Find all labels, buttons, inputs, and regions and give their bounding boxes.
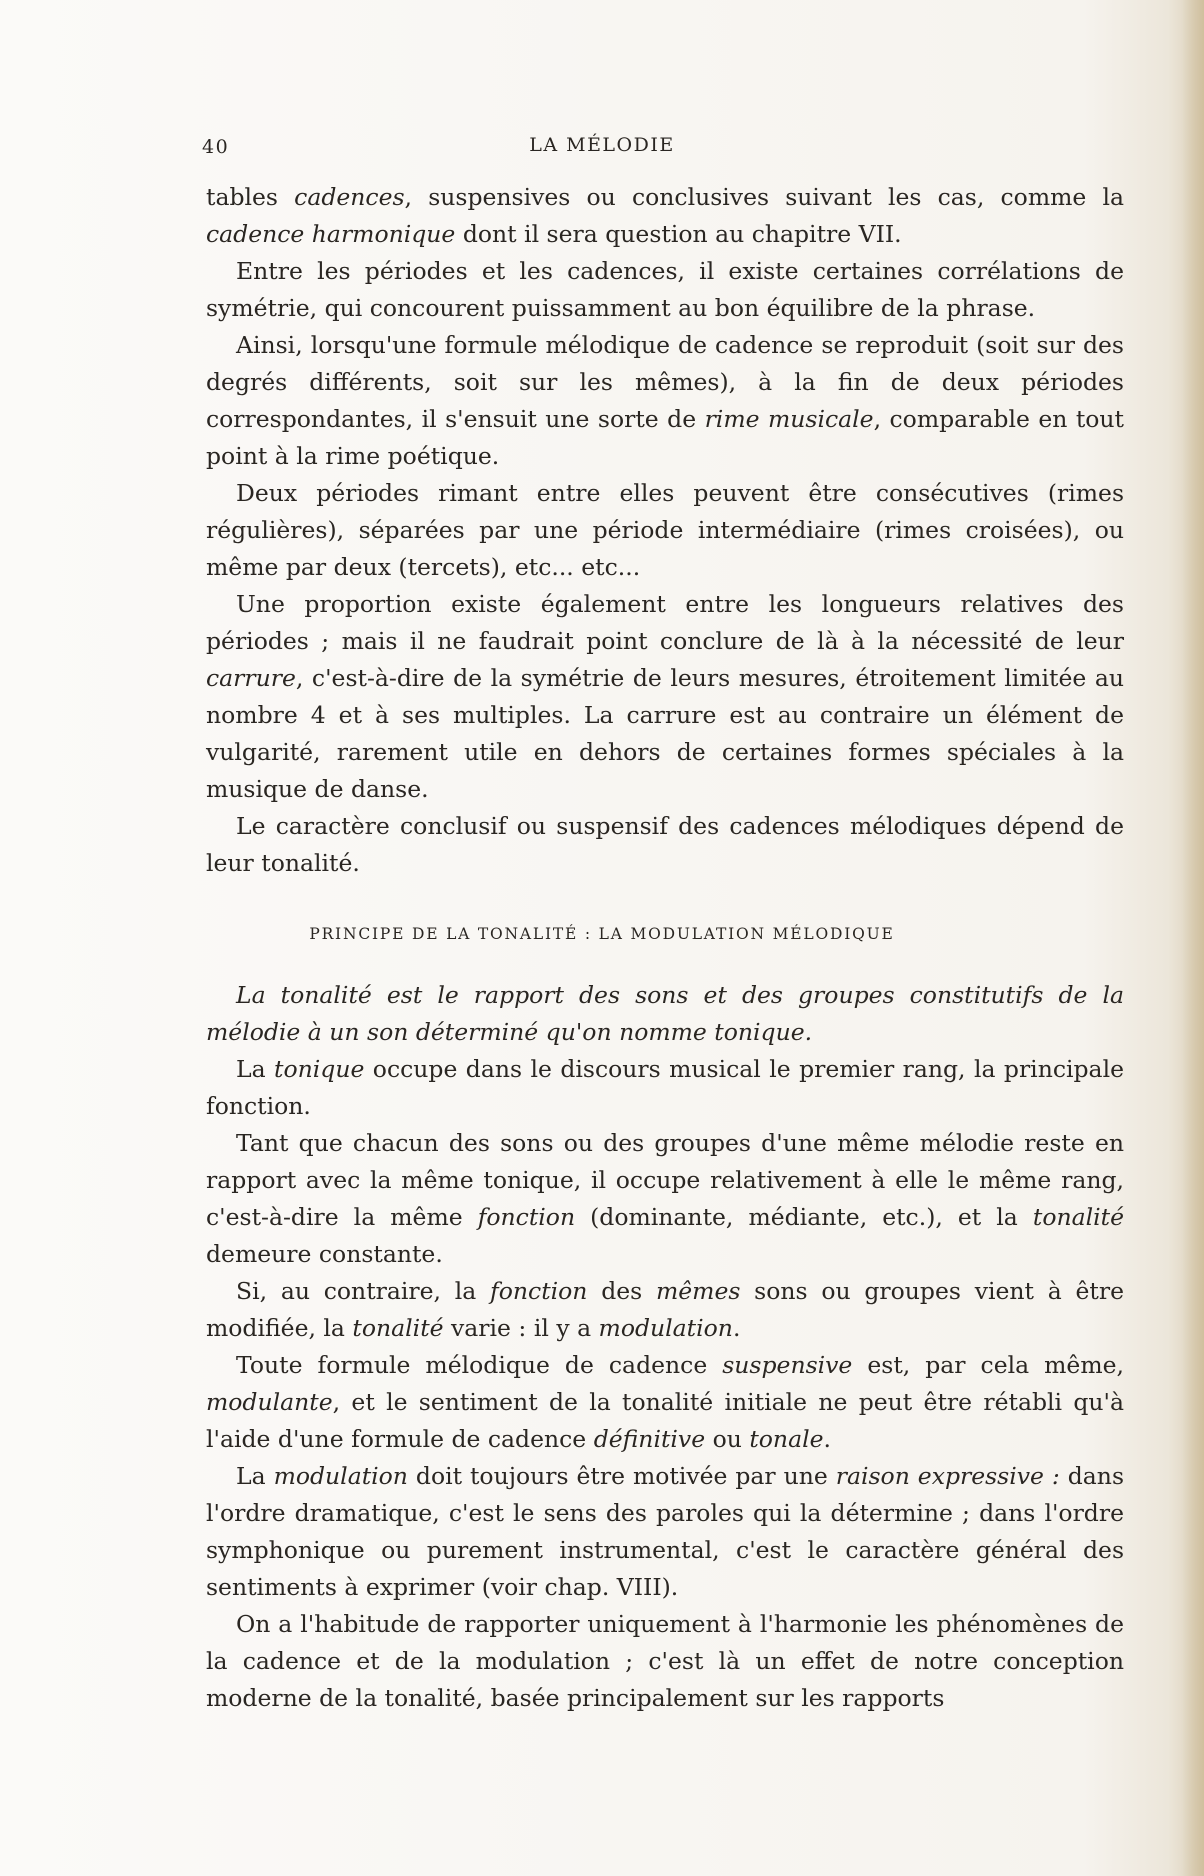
text-run: Toute formule mélodique de cadence (236, 1351, 723, 1379)
italic-text: tonale (749, 1425, 824, 1453)
text-run: occupe dans le discours musical le premier rang, la principale fonction. (206, 1055, 1124, 1120)
italic-text: définitive (593, 1425, 706, 1453)
italic-text: fonction (490, 1277, 588, 1305)
italic-text: cadence harmonique (206, 220, 456, 248)
text-run: Deux périodes rimant entre elles peuvent être consécutives (rimes régulières), séparées par une période intermédiaire (rimes croisées), ou même par deux (tercets), etc... etc... (206, 479, 1124, 581)
text-run: La (236, 1055, 275, 1083)
italic-text: modulation (273, 1462, 408, 1490)
page-number: 40 (202, 136, 230, 158)
italic-text: La tonalité est le rapport des sons et des groupes constitutifs de la mélodie à un son déterminé qu'on nomme tonique. (206, 981, 1124, 1046)
italic-text: mêmes (655, 1277, 741, 1305)
italic-text: fonction (477, 1203, 576, 1231)
text-run: . (732, 1314, 741, 1342)
italic-text: modulante (206, 1388, 333, 1416)
italic-text: cadences (294, 183, 405, 211)
text-run: (dominante, médiante, etc.), et la (575, 1203, 1033, 1231)
text-run: des (587, 1277, 656, 1305)
text-run: Entre les périodes et les cadences, il existe certaines corrélations de symétrie, qui concourent puissamment au bon équilibre de la phrase. (206, 257, 1124, 322)
text-run: dont il sera question au chapitre VII. (455, 220, 902, 248)
body-text-top (206, 179, 1124, 882)
text-run: dans l'ordre dramatique, c'est le sens des paroles qui la détermine ; dans l'ordre symphonique ou purement instrumental, c'est le caractère général des sentiments à exprimer (voir chap. VIII). (206, 1462, 1125, 1601)
text-run: Une proportion existe également entre les longueurs relatives des périodes ; mais il ne faudrait point conclure de là à la nécessité de leur (206, 590, 1124, 655)
paragraph (206, 1606, 1124, 1717)
text-run: Tant que chacun des sons ou des groupes d'une même mélodie reste en rapport avec la même tonique, il occupe relativement à elle le même rang, c'est-à-dire la même (206, 1129, 1124, 1231)
paragraph (206, 586, 1124, 808)
paragraph (206, 253, 1124, 327)
paragraph (206, 475, 1124, 586)
section-heading: PRINCIPE DE LA TONALITÉ : LA MODULATION MÉLODIQUE (309, 925, 895, 943)
text-run: Si, au contraire, la (236, 1277, 491, 1305)
text-run: , c'est-à-dire de la symétrie de leurs mesures, étroitement limitée au nombre 4 et à ses multiples. La carrure est au contraire un élément de vulgarité, rarement utile en dehors de certaines formes spéciales à la musique de danse. (206, 664, 1124, 803)
text-run: sons ou groupes vient à être modifiée, la (206, 1277, 1124, 1342)
text-run: . (823, 1425, 831, 1453)
text-run: doit toujours être motivée par une (407, 1462, 836, 1490)
paragraph (206, 327, 1124, 475)
text-run: varie : il y a (443, 1314, 599, 1342)
text-run: Ainsi, lorsqu'une formule mélodique de cadence se reproduit (soit sur des degrés différents, soit sur les mêmes), à la fin de deux périodes correspondantes, il s'ensuit une sorte de (206, 331, 1124, 433)
italic-text: tonique (274, 1055, 365, 1083)
paragraph (206, 977, 1124, 1051)
text-run: demeure constante. (206, 1240, 443, 1268)
italic-text: modulation (598, 1314, 733, 1342)
body-text-bottom (206, 977, 1124, 1717)
paragraph (206, 1458, 1124, 1606)
paragraph (206, 1051, 1124, 1125)
running-title: LA MÉLODIE (529, 134, 675, 156)
text-run: tables (206, 183, 295, 211)
text-run: Le caractère conclusif ou suspensif des cadences mélodiques dépend de leur tonalité. (206, 812, 1124, 877)
italic-text: tonalité (352, 1314, 444, 1342)
italic-text: raison expressive : (835, 1462, 1060, 1490)
paragraph (206, 1347, 1124, 1458)
italic-text: rime musicale (704, 405, 874, 433)
paragraph (206, 1273, 1124, 1347)
paragraph (206, 179, 1124, 253)
text-run: La (236, 1462, 274, 1490)
italic-text: carrure (206, 664, 296, 692)
running-header (0, 134, 1204, 164)
text-run: , comparable en tout point à la rime poétique. (206, 405, 1125, 470)
text-run: est, par cela même, (852, 1351, 1124, 1379)
italic-text: tonalité (1032, 1203, 1124, 1231)
text-run: , et le sentiment de la tonalité initiale ne peut être rétabli qu'à l'aide d'une formule de cadence (206, 1388, 1124, 1453)
paragraph (206, 1125, 1124, 1273)
italic-text: suspensive (722, 1351, 853, 1379)
text-run: ou (705, 1425, 750, 1453)
text-run: , suspensives ou conclusives suivant les cas, comme la (404, 183, 1124, 211)
text-run: On a l'habitude de rapporter uniquement à l'harmonie les phénomènes de la cadence et de la modulation ; c'est là un effet de notre conception moderne de la tonalité, basée principalement sur les rapports (206, 1610, 1124, 1712)
paragraph (206, 808, 1124, 882)
